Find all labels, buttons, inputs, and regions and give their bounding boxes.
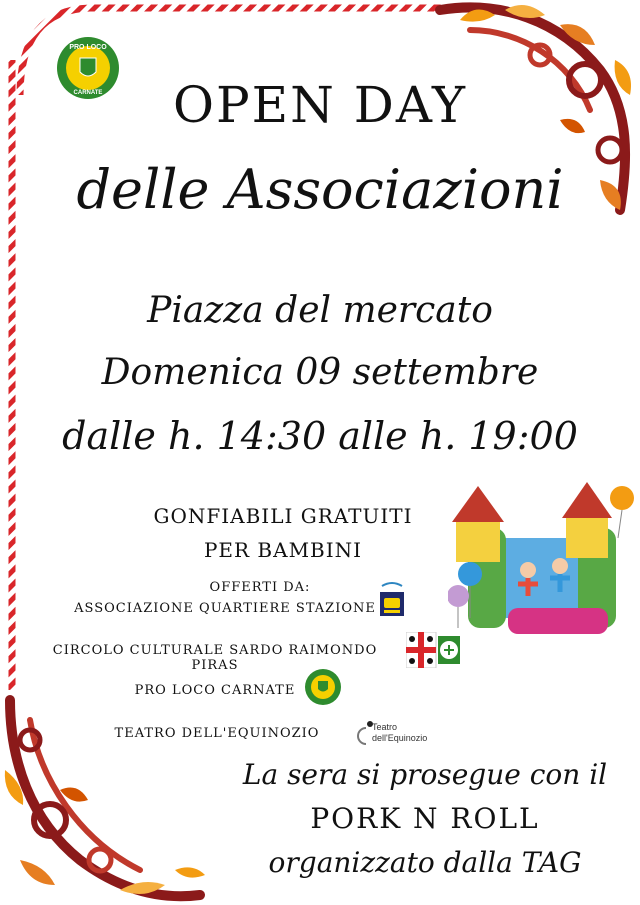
event-location: Piazza del mercato [147,290,493,331]
teatro-logo-text [372,722,427,744]
sponsor-teatro-equinozio: TEATRO DELL'EQUINOZIO [114,726,320,741]
teatro-logo-line2: dell'Equinozio [372,733,428,743]
quartiere-stazione-logo [378,580,406,620]
evening-line2: PORK N ROLL [310,802,540,835]
proloco-logo-small [304,668,342,706]
evening-line1: La sera si prosegue con il [242,758,608,791]
event-date: Domenica 09 settembre [101,352,539,393]
sardinia-flag-logo [406,632,460,668]
teatro-equinozio-logo [352,718,374,748]
teatro-logo-line1: Teatro [372,722,398,732]
proloco-logo-bottom-text: CARNATE [73,90,103,96]
inflatables-heading-line2: PER BAMBINI [203,538,363,562]
title-associazioni: delle Associazioni [76,158,564,221]
evening-line3: organizzato dalla TAG [268,846,582,879]
inflatables-heading-line1: GONFIABILI GRATUITI [153,504,413,528]
event-time: dalle h. 14:30 alle h. 19:00 [62,414,578,458]
offered-by-label: OFFERTI DA: [209,580,311,595]
title-open-day: OPEN DAY [173,76,467,134]
proloco-logo-top-text: PRO LOCO [69,44,107,51]
sponsor-proloco-carnate: PRO LOCO CARNATE [134,683,296,698]
sponsor-quartiere-stazione: ASSOCIAZIONE QUARTIERE STAZIONE [74,601,376,616]
bouncy-castle-illustration [448,478,636,640]
sponsor-circolo-sardo: CIRCOLO CULTURALE SARDO RAIMONDO PIRAS [52,643,378,673]
